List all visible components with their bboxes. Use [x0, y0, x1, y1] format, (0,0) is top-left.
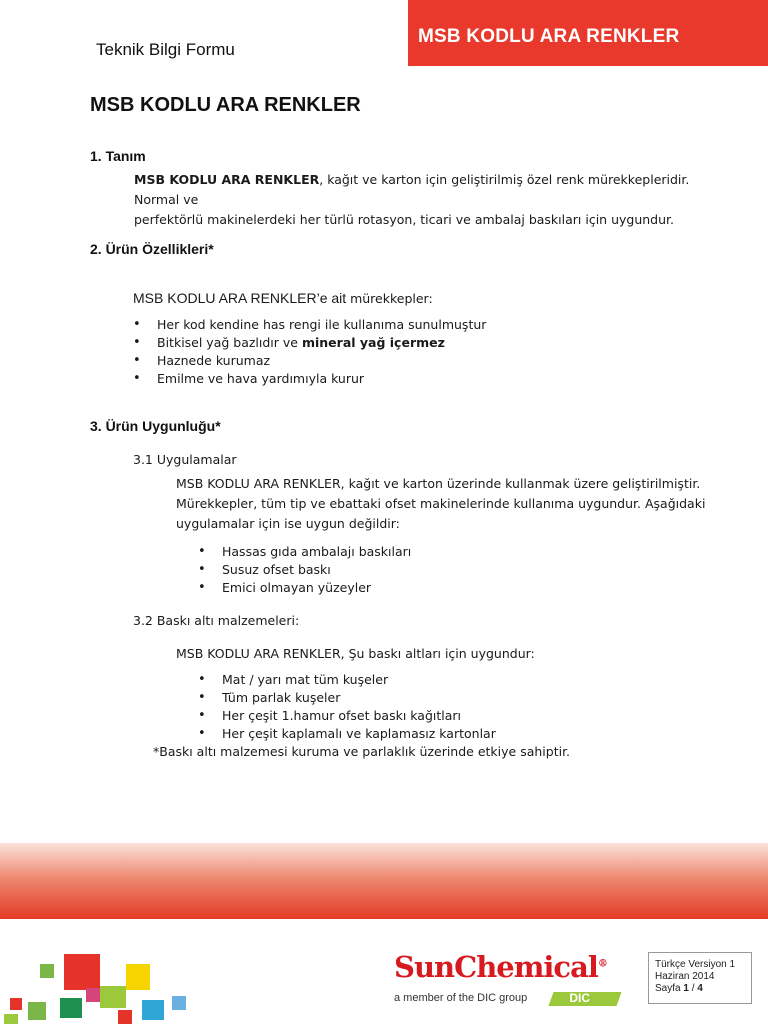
list-item: • Haznede kurumaz — [133, 352, 486, 370]
version-box — [648, 952, 752, 1004]
subsection-3-2-intro: MSB KODLU ARA RENKLER, Şu baskı altları için uygundur: — [176, 646, 535, 661]
list-item: • Mat / yarı mat tüm kuşeler — [198, 671, 496, 689]
section-3-heading: 3. Ürün Uygunluğu* — [90, 418, 221, 434]
substrate-note: *Baskı altı malzemesi kuruma ve parlaklık üzerinde etkiye sahiptir. — [153, 744, 571, 759]
list-item-bold: mineral yağ içermez — [301, 335, 445, 350]
deco-square — [142, 1000, 164, 1020]
section-2-bullet-list — [133, 316, 486, 388]
list-item-text: Bitkisel yağ bazlıdır ve — [157, 335, 302, 350]
list-item: • Tüm parlak kuşeler — [198, 689, 496, 707]
section-2-intro-a: MSB KODLU ARA RENKLER’e ait — [133, 290, 351, 306]
deco-square — [86, 988, 100, 1002]
page-title: MSB KODLU ARA RENKLER — [90, 94, 361, 116]
member-tagline: a member of the DIC group — [394, 992, 528, 1004]
date-line: Haziran 2014 — [655, 971, 715, 982]
dic-logo-text: DIC — [569, 991, 591, 1005]
list-item: • Her çeşit kaplamalı ve kaplamasız kartonlar — [198, 725, 496, 743]
subsection-3-1-line: MSB KODLU ARA RENKLER, kağıt ve karton üzerinde kullanmak üzere geliştirilmiştir. — [176, 476, 701, 491]
list-item: • Susuz ofset baskı — [198, 561, 411, 579]
deco-square — [64, 954, 100, 990]
deco-square — [28, 1002, 46, 1020]
subsection-3-1-bullet-list — [198, 543, 411, 597]
deco-square — [126, 964, 150, 990]
deco-square — [60, 998, 82, 1018]
sunchemical-logo — [394, 950, 607, 984]
section-2-heading: 2. Ürün Özellikleri* — [90, 241, 214, 257]
form-label: Teknik Bilgi Formu — [96, 40, 235, 59]
subsection-3-1-heading: 3.1 Uygulamalar — [133, 452, 237, 467]
version-line: Türkçe Versiyon 1 — [655, 959, 736, 970]
header-banner-text: MSB KODLU ARA RENKLER — [418, 26, 680, 47]
section-1-body — [134, 170, 734, 230]
section-1-heading: 1. Tanım — [90, 148, 146, 164]
section-1-bold-lead: MSB KODLU ARA RENKLER — [134, 172, 320, 187]
section-2-intro-b: mürekkepler: — [350, 291, 433, 306]
page-sep: / — [688, 983, 698, 994]
page-number — [655, 983, 751, 995]
brand-mark: ® — [597, 958, 607, 970]
deco-square — [40, 964, 54, 978]
dic-logo — [548, 992, 621, 1006]
list-item: • Emilme ve hava yardımıyla kurur — [133, 370, 486, 388]
section-1-line2: perfektörlü makinelerdeki her türlü rotasyon, ticari ve ambalaj baskıları için uygundur. — [134, 212, 674, 227]
page-current: 1 — [683, 983, 689, 994]
deco-square — [4, 1014, 18, 1024]
page-total: 4 — [697, 983, 703, 994]
list-item: • Her çeşit 1.hamur ofset baskı kağıtları — [198, 707, 496, 725]
list-item: • Emici olmayan yüzeyler — [198, 579, 411, 597]
deco-square — [172, 996, 186, 1010]
list-item: • Her kod kendine has rengi ile kullanıma sunulmuştur — [133, 316, 486, 334]
subsection-3-1-line: Mürekkepler, tüm tip ve ebattaki ofset makinelerinde kullanıma uygundur. Aşağıdaki — [176, 496, 706, 511]
deco-square — [118, 1010, 132, 1024]
subsection-3-1-line: uygulamalar için ise uygun değildir: — [176, 516, 400, 531]
section-2-intro — [133, 290, 433, 306]
deco-square — [10, 998, 22, 1010]
footer-band — [0, 843, 768, 919]
decorative-squares — [0, 940, 200, 1024]
header-banner — [408, 0, 768, 66]
section-1-line1: , kağıt ve karton için geliştirilmiş özel renk mürekkepleridir. Normal ve — [134, 172, 690, 207]
page-prefix: Sayfa — [655, 983, 684, 994]
subsection-3-1-body — [176, 474, 736, 534]
subsection-3-2-heading: 3.2 Baskı altı malzemeleri: — [133, 613, 300, 628]
list-item: • Hassas gıda ambalajı baskıları — [198, 543, 411, 561]
brand-name: SunChemical — [394, 950, 598, 984]
subsection-3-2-bullet-list — [198, 671, 496, 743]
deco-square — [100, 986, 126, 1008]
list-item — [133, 334, 486, 352]
